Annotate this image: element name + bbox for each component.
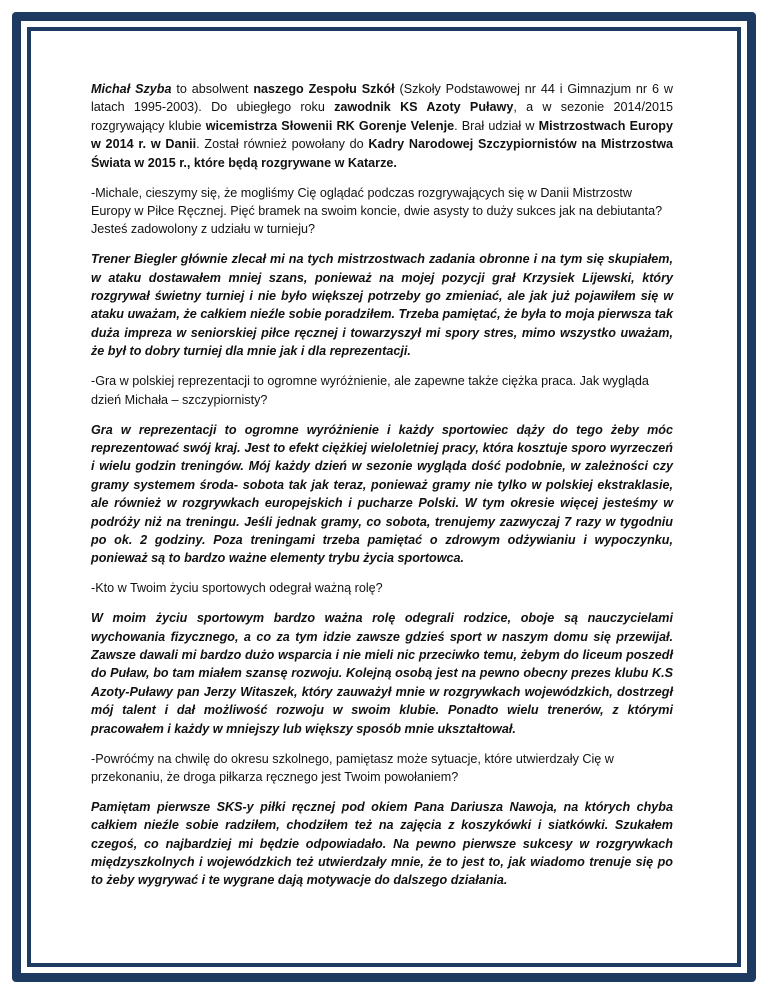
question-2: -Gra w polskiej reprezentacji to ogromne wyróżnienie, ale zapewne także ciężka praca. Jak wygląda dzień Michała – szczypiornisty? bbox=[91, 374, 649, 407]
answer-1: Trener Biegler głównie zlecał mi na tych mistrzostwach zadania obronne i na tym się skupiałem, w ataku dostawałem mniej szans, ponieważ na mojej pozycji grał Krzysiek Lijewski, który rozgrywał świetny turniej i nie było większej potrzeby go zmieniać, ale jak już pojawiłem się w ataku uważam, że całkiem nieźle sobie poradziłem. Trzeba pamiętać, że była to moja pierwsza tak duża impreza w seniorskiej piłce ręcznej i towarzyszył mi spory stres, mimo wszystko uważam, że był to dobry turniej dla mnie jak i dla reprezentacji. bbox=[91, 252, 673, 359]
athlete-name: Michał Szyba bbox=[91, 82, 172, 96]
club-puławy: zawodnik KS Azoty Puławy bbox=[334, 100, 514, 115]
answer-4: Pamiętam pierwsze SKS-y piłki ręcznej pod okiem Pana Dariusza Nawoja, na których chyba całkiem nieźle sobie radziłem, chodziłem też na zajęcia z koszykówki i siatkówki. Szukałem czegoś, co najbardziej mi będzie odpowiadało. Na pewno pierwsze sukcesy w rozgrywkach międzyszkolnych i wojewódzkich też utwierdzały mnie, że to jest to, jak wiadomo trenuje się po to żeby wygrywać i te wygrane dają motywacje do dalszego działania. bbox=[91, 799, 673, 888]
question-1: -Michale, cieszymy się, że mogliśmy Cię oglądać podczas rozgrywających się w Danii Mistrzostw Europy w Piłce Ręcznej. Pięć bramek na swoim koncie, dwie asysty to duży sukces jak na debiutanta? Jesteś zadowolony z udziału w turnieju? bbox=[91, 185, 663, 237]
question-3: -Kto w Twoim życiu sportowych odegrał ważną rolę? bbox=[91, 581, 383, 596]
answer-2: Gra w reprezentacji to ogromne wyróżnienie i każdy sportowiec dąży do tego żeby móc reprezentować swój kraj. Jest to efekt ciężkiej wieloletniej pracy, która kosztuje sporo wyrzeczeń i wielu godzin treningów. Mój każdy dzień w sezonie wygląda dość podobnie, w zależności czy gramy systemem środa- sobota tak jak teraz, ponieważ gramy nie tylko w polskiej ekstraklasie, ale również w rozgrywkach europejskich i pucharze Polski. W tym okresie więcej jesteśmy w podróży niż na treningu. Jeśli jednak gramy, co sobota, trenujemy zazwyczaj 7 razy w tygodniu po ok. 2 godziny. Poza treningami trzeba pamiętać o zdrowym odżywianiu i wypoczynku, ponieważ są to bardzo ważne elementy trybu życia sportowca. bbox=[91, 422, 673, 566]
question-4: -Powróćmy na chwilę do okresu szkolnego, pamiętasz może sytuacje, które utwierdzały Cię w przekonaniu, że droga piłkarza ręcznego jest Twoim powołaniem? bbox=[91, 751, 614, 784]
intro-paragraph: Michał Szyba to absolwent naszego Zespołu Szkół (Szkoły Podstawowej nr 44 i Gimnazjum nr 6 w latach 1995-2003). Do ubiegłego roku zawodnik KS Azoty Puławy, a w sezonie 2014/2015 rozgrywający klubie wicemistrza Słowenii RK Gorenje Velenje. Brał udział w Mistrzostwach Europy w 2014 r. w Danii. Został również powołany do Kadry Narodowej Szczypiornistów na Mistrzostwa Świata w 2015 r., które będą rozgrywane w Katarze. bbox=[91, 82, 673, 170]
euro-championship: Mistrzostwach Europy w 2014 r. w Danii bbox=[91, 118, 673, 152]
school-name: naszego Zespołu Szkół bbox=[253, 82, 395, 96]
world-championship: Kadry Narodowej Szczypiornistów na Mistrzostwa Świata w 2015 r., które będą rozgrywane w Katarze. bbox=[91, 137, 673, 170]
club-velenje: wicemistrza Słowenii RK Gorenje Velenje bbox=[205, 118, 455, 133]
answer-3: W moim życiu sportowym bardzo ważna rolę odegrali rodzice, oboje są nauczycielami wychowania fizycznego, a co za tym idzie zawsze gdzieś sport w naszym domu się przewijał. Zawsze dawali mi bardzo dużo wsparcia i nie mieli nic przeciwko temu, żebym do liceum poszedł do Puław, bo tam miałem szansę rozwoju. Kolejną osobą jest na pewno obecny prezes klubu K.S Azoty-Puławy pan Jerzy Witaszek, który zauważył mnie w rozgrywkach wojewódzkich, dostrzegł mój talent i dał możliwość rozwoju w swoim klubie. Ponadto wielu trenerów, z którymi pracowałem i każdy w mniejszy lub większy sposób mnie ukształtował. bbox=[91, 611, 673, 736]
article-body bbox=[91, 80, 673, 901]
